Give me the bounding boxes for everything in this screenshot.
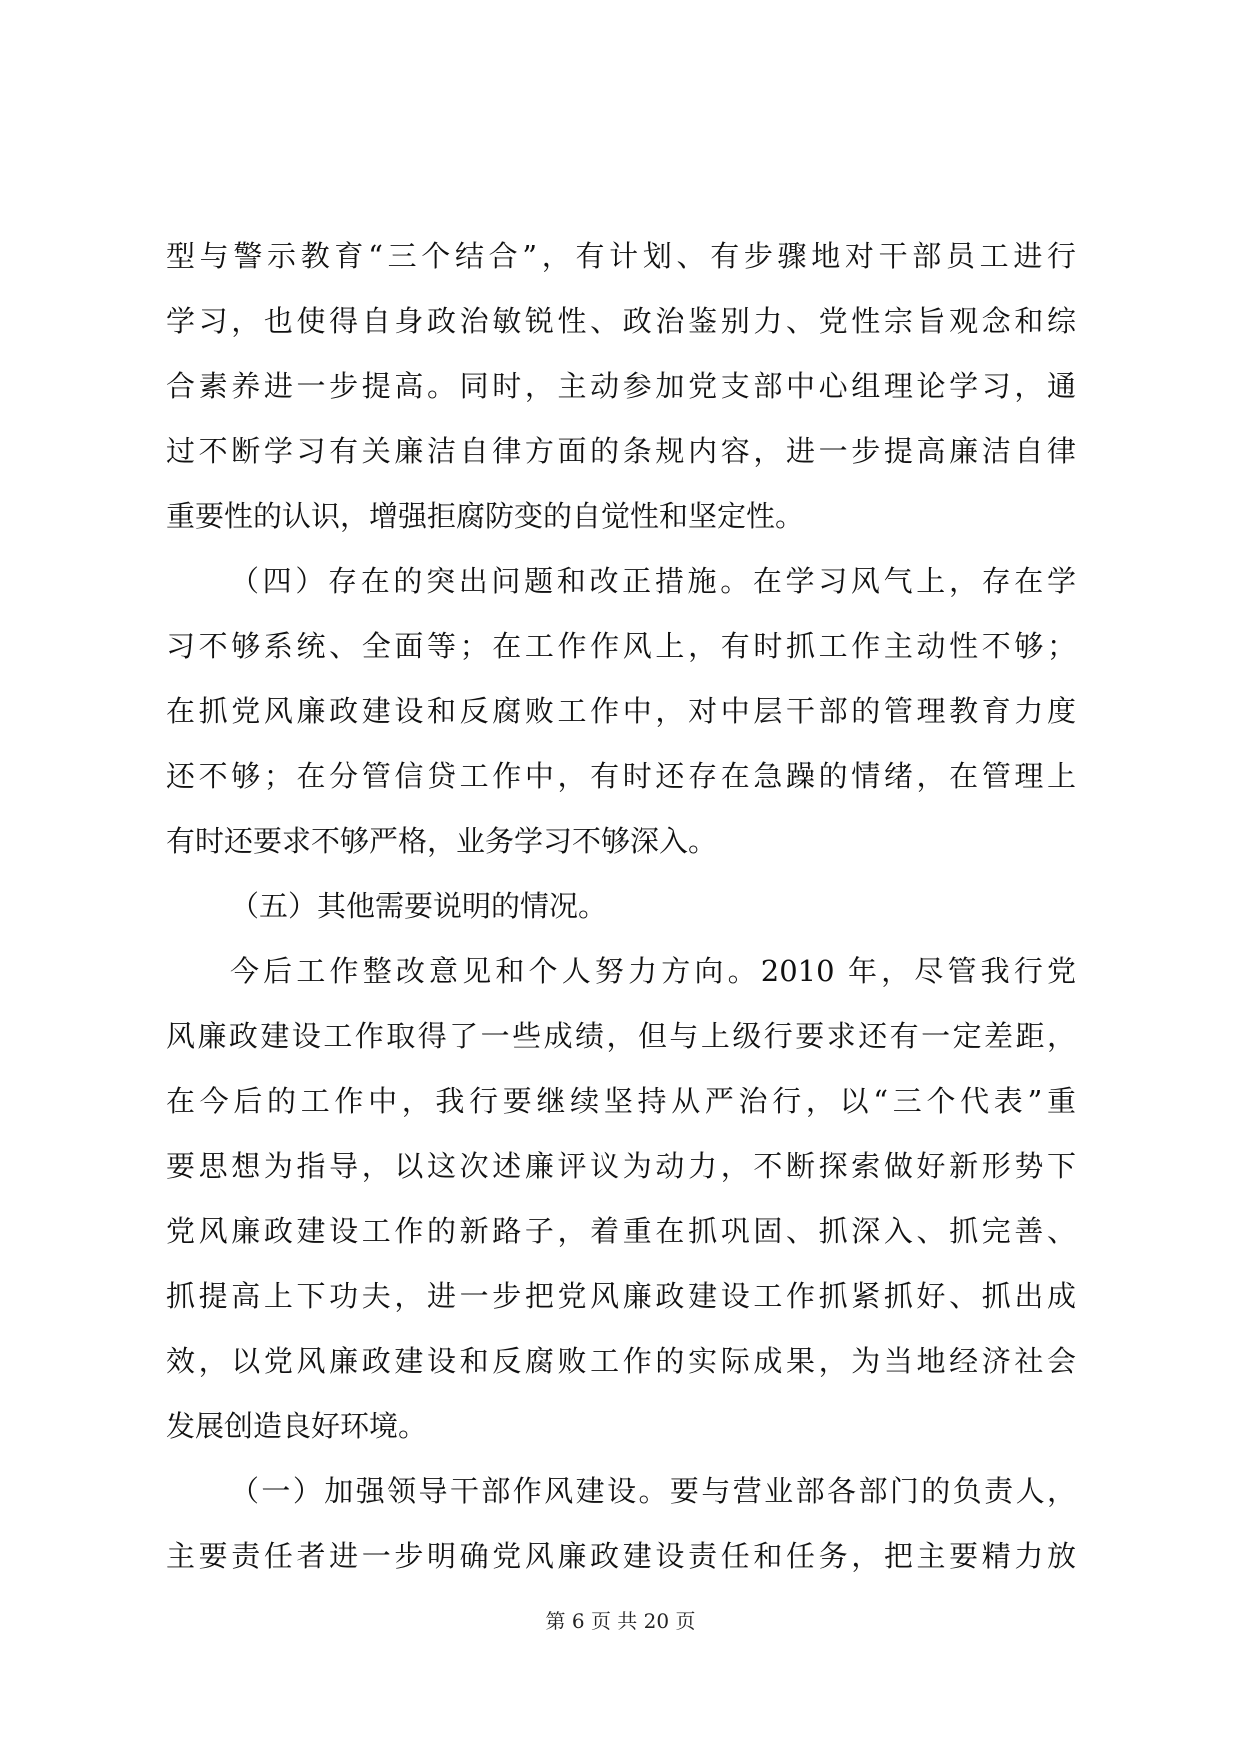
text-line: 合素养进一步提高。同时，主动参加党支部中心组理论学习，通 bbox=[166, 369, 1076, 403]
paragraph-first-line: 今后工作整改意见和个人努力方向。2010 年，尽管我行党 bbox=[230, 954, 1076, 988]
section-heading-line: （五）其他需要说明的情况。 bbox=[230, 889, 608, 923]
text-line: 型与警示教育“三个结合”，有计划、有步骤地对干部员工进行 bbox=[166, 239, 1076, 273]
section-heading-line: （一）加强领导干部作风建设。要与营业部各部门的负责人， bbox=[230, 1474, 1076, 1508]
text-line: 主要责任者进一步明确党风廉政建设责任和任务，把主要精力放 bbox=[166, 1539, 1076, 1573]
section-heading-line: （四）存在的突出问题和改正措施。在学习风气上，存在学 bbox=[230, 564, 1076, 598]
text-line: 有时还要求不够严格，业务学习不够深入。 bbox=[166, 824, 718, 858]
text-line: 还不够；在分管信贷工作中，有时还存在急躁的情绪，在管理上 bbox=[166, 759, 1076, 793]
text-line: 抓提高上下功夫，进一步把党风廉政建设工作抓紧抓好、抓出成 bbox=[166, 1279, 1076, 1313]
text-line: 在抓党风廉政建设和反腐败工作中，对中层干部的管理教育力度 bbox=[166, 694, 1076, 728]
text-line: 风廉政建设工作取得了一些成绩，但与上级行要求还有一定差距， bbox=[166, 1019, 1076, 1053]
text-line: 党风廉政建设工作的新路子，着重在抓巩固、抓深入、抓完善、 bbox=[166, 1214, 1076, 1248]
text-line: 效，以党风廉政建设和反腐败工作的实际成果，为当地经济社会 bbox=[166, 1344, 1076, 1378]
page-number-footer: 第 6 页 共 20 页 bbox=[545, 1609, 696, 1633]
text-line: 习不够系统、全面等；在工作作风上，有时抓工作主动性不够； bbox=[166, 629, 1076, 663]
text-line: 在今后的工作中，我行要继续坚持从严治行，以“三个代表”重 bbox=[166, 1084, 1076, 1118]
text-line: 过不断学习有关廉洁自律方面的条规内容，进一步提高廉洁自律 bbox=[166, 434, 1076, 468]
text-line: 发展创造良好环境。 bbox=[166, 1409, 428, 1443]
text-line: 要思想为指导，以这次述廉评议为动力，不断探索做好新形势下 bbox=[166, 1149, 1076, 1183]
text-line: 学习，也使得自身政治敏锐性、政治鉴别力、党性宗旨观念和综 bbox=[166, 304, 1076, 338]
text-line: 重要性的认识，增强拒腐防变的自觉性和坚定性。 bbox=[166, 499, 805, 533]
